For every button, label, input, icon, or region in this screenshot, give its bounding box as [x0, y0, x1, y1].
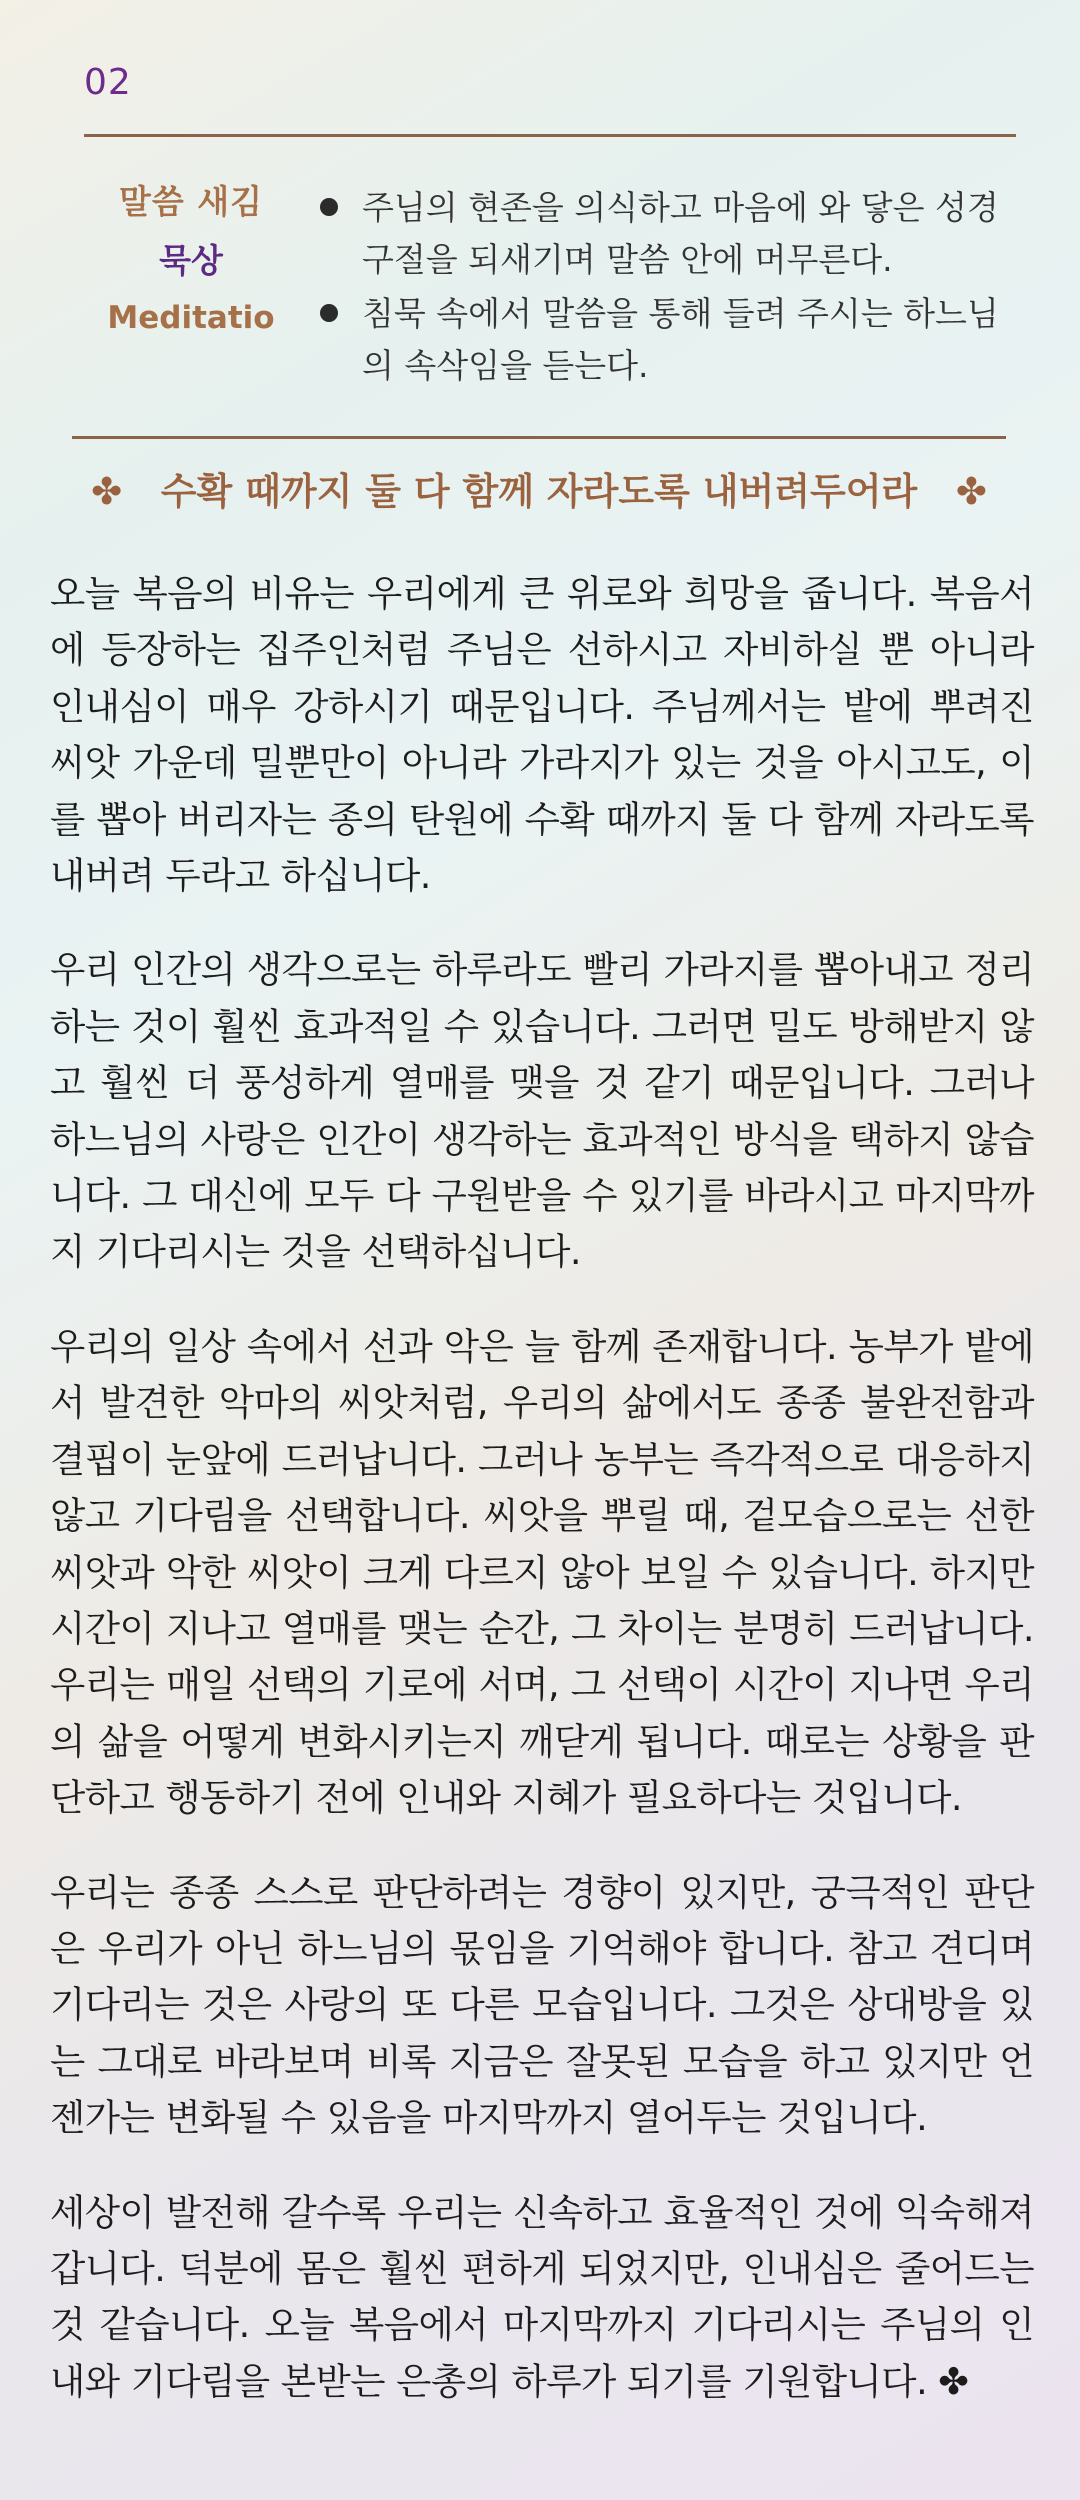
bullet-icon [320, 304, 338, 322]
stage-subtitle: 묵상 [159, 241, 223, 280]
paragraph: 우리는 종종 스스로 판단하려는 경향이 있지만, 궁극적인 판단은 우리가 아닌 하느님의 몫임을 기억해야 합니다. 참고 견디며 기다리는 것은 사랑의 또 다른 모습입니다. 그것은 상대방을 있는 그대로 바라보며 비록 지금은 잘못된 모습을 하고 있지만 언젠가는 변화될 수 있음을 마지막까지 열어두는 것입니다. [50, 1870, 1034, 2140]
reflection-body [50, 566, 1034, 2448]
bullet-icon [320, 198, 338, 216]
instruction-item [316, 182, 1022, 286]
paragraph: 우리의 일상 속에서 선과 악은 늘 함께 존재합니다. 농부가 밭에서 발견한 악마의 씨앗처럼, 우리의 삶에서도 종종 불완전함과 결핍이 눈앞에 드러납니다. 그러나 농부는 즉각적으로 대응하지 않고 기다림을 선택합니다. 씨앗을 뿌릴 때, 겉모습으로는 선한 씨앗과 악한 씨앗이 크게 다르지 않아 보일 수 있습니다. 하지만 시간이 지나고 열매를 맺는 순간, 그 차이는 분명히 드러납니다. 우리는 매일 선택의 기로에 서며, 그 선택이 시간이 지나면 우리의 삶을 어떻게 변화시키는지 깨닫게 됩니다. 때로는 상황을 판단하고 행동하기 전에 인내와 지혜가 필요하다는 것입니다. [50, 1324, 1034, 1820]
section-divider [72, 436, 1006, 439]
headline-text: 수확 때까지 둘 다 함께 자라도록 내버려두어라 [160, 470, 918, 513]
paragraph: 우리 인간의 생각으로는 하루라도 빨리 가라지를 뽑아내고 정리하는 것이 훨씬 효과적일 수 있습니다. 그러면 밀도 방해받지 않고 훨씬 더 풍성하게 열매를 맺을 것 같기 때문입니다. 그러나 하느님의 사랑은 인간이 생각하는 효과적인 방식을 택하지 않습니다. 그 대신에 모두 다 구원받을 수 있기를 바라시고 마지막까지 기다리시는 것을 선택하십니다. [50, 948, 1034, 1274]
scripture-headline [72, 462, 1006, 522]
instruction-text: 주님의 현존을 의식하고 마음에 와 닿은 성경구절을 되새기며 말씀 안에 머무른다. [362, 188, 999, 279]
stage-latin-title: Meditatio [107, 300, 275, 336]
clover-icon: ✤ [91, 470, 123, 513]
instruction-item [316, 288, 1022, 392]
instruction-list [316, 182, 1022, 394]
clover-icon: ✤ [955, 470, 987, 513]
paragraph [50, 2185, 1034, 2411]
paragraph-text: 세상이 발전해 갈수록 우리는 신속하고 효율적인 것에 익숙해져 갑니다. 덕분에 몸은 훨씬 편하게 되었지만, 인내심은 줄어드는 것 같습니다. 오늘 복음에서 마지막까지 기다리시는 주님의 인내와 기다림을 본받는 은총의 하루가 되기를 기원합니다. [50, 2190, 1034, 2403]
stage-label [72, 178, 310, 340]
stage-korean-title: 말씀 새김 [118, 182, 263, 221]
end-clover-icon: ✤ [938, 2359, 969, 2403]
instruction-text: 침묵 속에서 말씀을 통해 들려 주시는 하느님의 속삭임을 듣는다. [362, 294, 999, 385]
top-divider [84, 134, 1016, 137]
page-number: 02 [84, 62, 132, 103]
paragraph: 오늘 복음의 비유는 우리에게 큰 위로와 희망을 줍니다. 복음서에 등장하는 집주인처럼 주님은 선하시고 자비하실 뿐 아니라 인내심이 매우 강하시기 때문입니다. 주님께서는 밭에 뿌려진 씨앗 가운데 밀뿐만이 아니라 가라지가 있는 것을 아시고도, 이를 뽑아 버리자는 종의 탄원에 수확 때까지 둘 다 함께 자라도록 내버려 두라고 하십니다. [50, 572, 1034, 898]
